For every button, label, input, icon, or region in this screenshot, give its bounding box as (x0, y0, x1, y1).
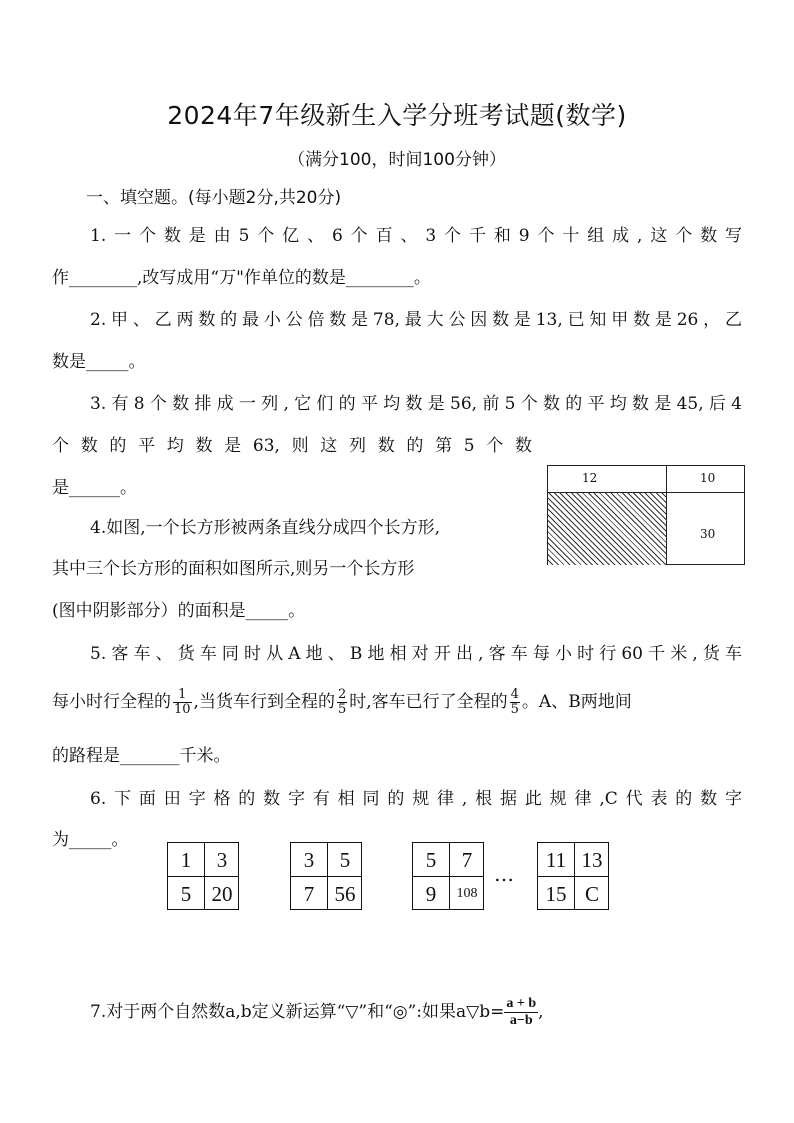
q3-line3: 是______。 (52, 478, 137, 498)
q6-line1: 6.下面田字格的数字有相同的规律,根据此规律,C代表的数字 (90, 789, 742, 809)
q3-line2: 个数的平均数是63,则这列数的第5个数 (52, 436, 532, 456)
page-title: 2024年7年级新生入学分班考试题(数学) (167, 101, 627, 130)
grid-cell: 7 (303, 881, 315, 906)
grid-cell: 7 (461, 847, 473, 872)
q5-line2: 每小时行全程的 $\frac{1}{10}$ ,当货车行到全程的 $\frac{2}{5}$ 时,客车已行了全程的 $\frac{4}{5}$ 。A、B两地间 (52, 686, 632, 717)
area-label-top-right: 10 (700, 471, 716, 485)
grid-cell: 15 (545, 881, 567, 906)
q4-line1: 4.如图,一个长方形被两条直线分成四个长方形, (90, 518, 441, 538)
answer-blank[interactable]: _____ (69, 830, 112, 850)
number-grid (167, 842, 239, 910)
divider-horizontal (548, 492, 744, 493)
grid-cell: C (584, 881, 599, 906)
divider-vertical (666, 466, 667, 564)
number-grid (537, 842, 609, 910)
grid-cell: 13 (581, 847, 603, 872)
answer-blank[interactable]: _____ (245, 601, 289, 621)
fraction: $\frac{a + b}{a-b}$ (506, 995, 537, 1028)
q4-line2: 其中三个长方形的面积如图所示,则另一个长方形 (52, 559, 415, 579)
number-grid (290, 842, 362, 910)
q3-line1: 3.有8个数排成一列,它们的平均数是56,前5个数的平均数是45,后4 (90, 394, 742, 414)
q5-line1: 5.客车、货车同时从A地、B地相对开出,客车每小时行60千米,货车 (90, 644, 742, 664)
exam-info: （满分100，时间100分钟） (288, 150, 506, 170)
q2-line1: 2.甲、乙两数的最小公倍数是78,最大公因数是13,已知甲数是26，乙 (90, 310, 742, 330)
answer-blank[interactable]: _____ (86, 352, 129, 372)
grid-cell: 20 (211, 881, 233, 906)
grid-cell: 3 (303, 847, 315, 872)
fraction: $\frac{4}{5}$ (510, 686, 519, 717)
q6-line2: 为_____。 (52, 830, 129, 850)
fraction: $\frac{2}{5}$ (337, 686, 347, 717)
answer-blank[interactable]: ______ (69, 478, 120, 498)
grid-cell: 11 (545, 847, 567, 872)
fraction: $\frac{1}{10}$ (174, 686, 191, 717)
grid-cell: 5 (180, 881, 192, 906)
rectangle-figure (547, 465, 745, 565)
grid-cell: 108 (456, 886, 478, 901)
shaded-rectangle (548, 493, 666, 565)
q2-line2: 数是_____。 (52, 352, 146, 372)
number-grid (412, 842, 484, 910)
q5-line3: 的路程是_______千米。 (52, 746, 231, 766)
grid-cell: 56 (334, 881, 356, 906)
area-label-top-left: 12 (582, 471, 598, 485)
grid-cell: 5 (339, 847, 351, 872)
answer-blank[interactable]: ________ (69, 268, 137, 288)
grid-cell: 5 (425, 847, 437, 872)
answer-blank[interactable]: _______ (120, 746, 180, 766)
grid-cell: 3 (216, 847, 228, 872)
q4-line3: (图中阴影部分）的面积是_____。 (52, 601, 306, 621)
grid-cell: 1 (180, 847, 192, 872)
q7-line1: 7.对于两个自然数a,b定义新运算“▽”和“◎”:如果a▽b= $\frac{a + b}{a-b}$ , (90, 995, 544, 1028)
section-heading: 一、填空题。(每小题2分,共20分) (86, 188, 342, 208)
grid-cell: 9 (425, 881, 437, 906)
answer-blank[interactable]: ________ (345, 268, 414, 288)
ellipsis: … (494, 862, 514, 886)
q1-line2: 作________,改写成用“万"作单位的数是________。 (52, 268, 431, 288)
area-label-bottom-right: 30 (700, 527, 716, 541)
q1-line1: 1.一个数是由5个亿、6个百、3个千和9个十组成,这个数写 (90, 226, 742, 246)
